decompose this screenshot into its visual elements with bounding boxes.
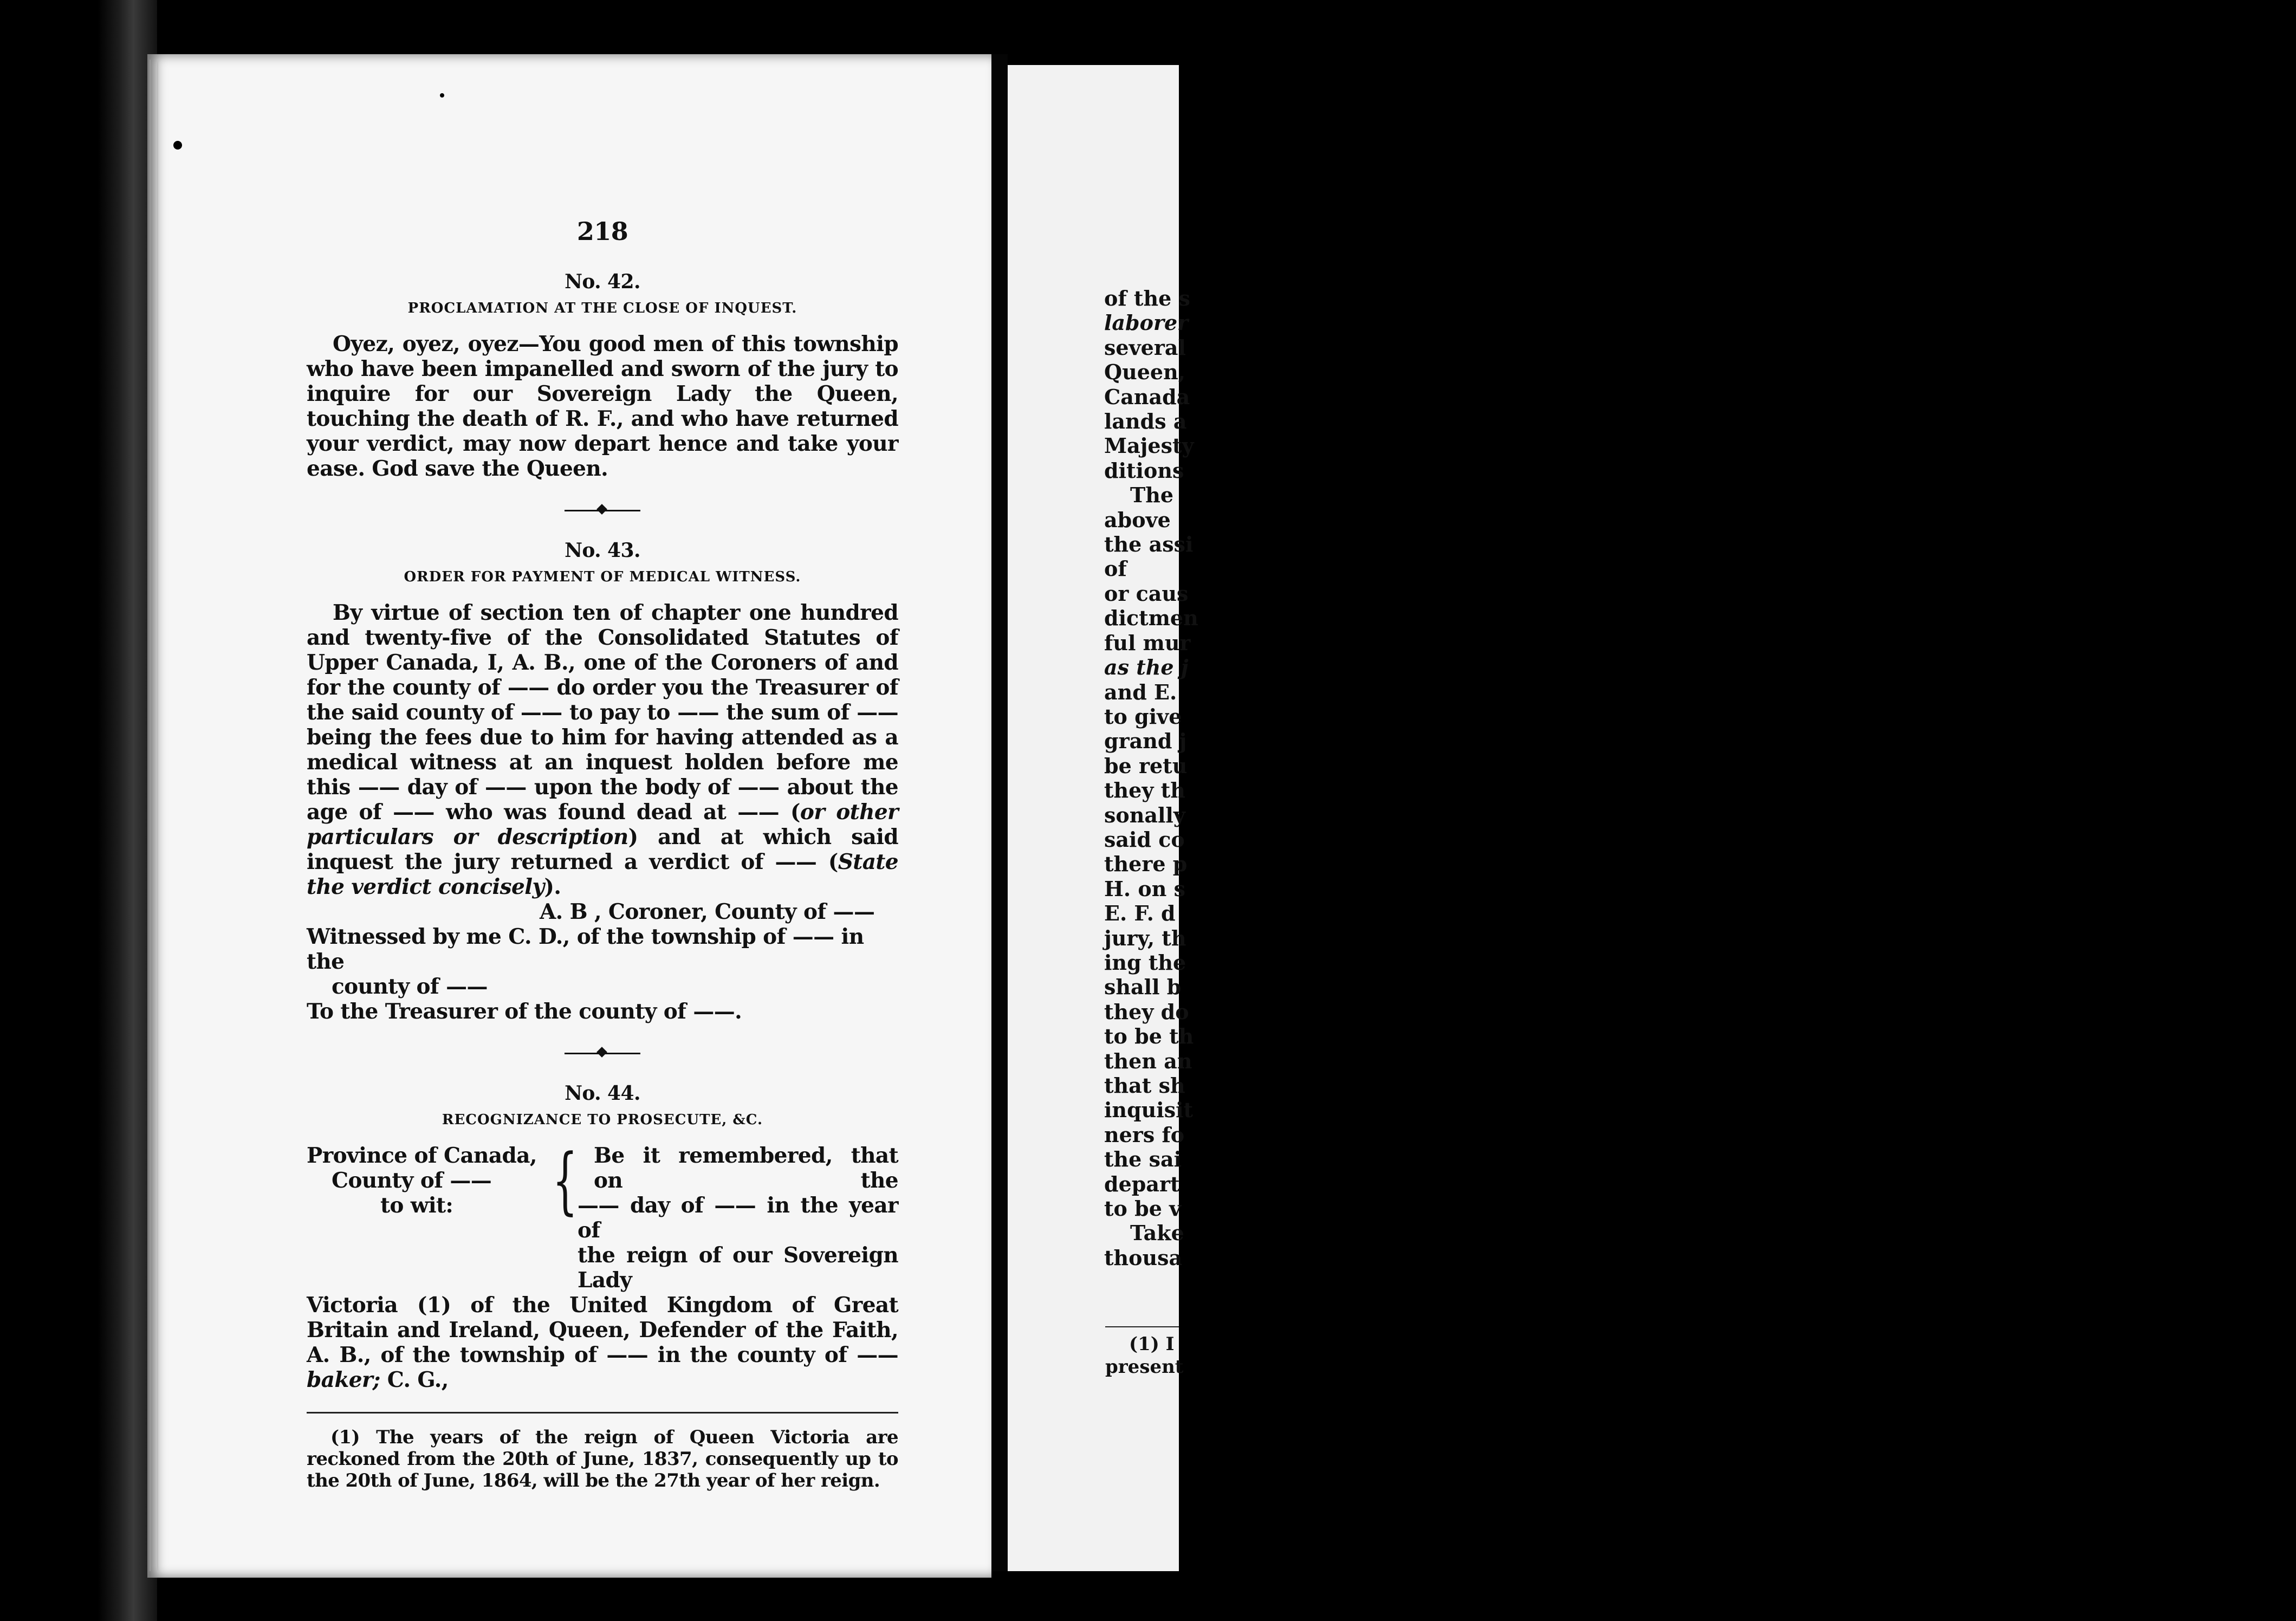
witness-block	[307, 924, 898, 999]
facing-line: they do	[1104, 999, 1189, 1024]
form-heading: RECOGNIZANCE TO PROSECUTE, &C.	[442, 1112, 763, 1128]
recognizance-text	[307, 1293, 898, 1392]
facing-line: jury, th	[1104, 925, 1186, 950]
coroner-signature: A. B , Coroner, County of ——	[540, 899, 875, 924]
speck	[173, 141, 182, 150]
facing-line: ditions	[1104, 458, 1184, 483]
venue-line: Province of Canada,	[307, 1143, 537, 1168]
facing-line: to give	[1104, 704, 1182, 729]
facing-line: and E.	[1104, 679, 1177, 704]
facing-line: be retu	[1104, 753, 1188, 778]
facing-line: lands a	[1104, 409, 1187, 434]
facing-line: Take	[1130, 1221, 1184, 1246]
order-text-italic: State the verdict concisely	[307, 850, 898, 899]
facing-line: or caus	[1104, 581, 1189, 606]
facing-line: The	[1130, 483, 1174, 508]
facing-line: dictmen	[1104, 606, 1198, 631]
page-number: 218	[576, 217, 628, 246]
recognizance-header	[307, 1138, 898, 1293]
order-text	[307, 600, 898, 899]
order-text-part: ) and at which said inquest the jury returned a verdict of —— (	[307, 825, 899, 874]
facing-line: ners fo	[1104, 1122, 1185, 1147]
brace-glyph: {	[552, 1138, 578, 1223]
gutter	[991, 54, 1008, 1571]
facing-line: of the s	[1104, 286, 1190, 310]
facing-page-text	[1104, 286, 2296, 1270]
facing-line: then an	[1104, 1048, 1192, 1073]
facing-line: ing the	[1104, 950, 1186, 975]
facing-line: Queen,	[1104, 360, 1185, 385]
recognizance-text-part: C. G.,	[380, 1367, 449, 1392]
order-text-part: By virtue of section ten of chapter one hundred and twenty-five of the Consolidated Statutes of Upper Canada, I, A. B., one of the Coroners of and for the county of —— do order you the Treasurer of the said county of —— to pay to —— the sum of —— being the fees due to him for having attended as a medical witness at an inquest holden before me this —— day of —— upon the body of —— about the age of —— who was found dead at —— (	[307, 600, 898, 825]
facing-line: sonally	[1104, 802, 1185, 827]
footnote: (1) The years of the reign of Queen Victoria are reckoned from the 20th of June, 1837, consequently up to the 20th of June, 1864, will be the 27th year of her reign.	[307, 1427, 898, 1492]
facing-line: depart	[1104, 1171, 1180, 1196]
witness-line: county of ——	[332, 974, 488, 999]
page-content	[307, 217, 898, 1492]
page-edge	[150, 60, 158, 1571]
facing-line: laborer	[1104, 310, 1189, 335]
form-number: No. 43.	[565, 539, 640, 562]
form-number: No. 44.	[565, 1082, 640, 1105]
facing-line: to be th	[1104, 1024, 1194, 1049]
facing-line: ful mur	[1104, 630, 1191, 655]
facing-line: to be v	[1104, 1196, 1182, 1221]
form-heading: ORDER FOR PAYMENT OF MEDICAL WITNESS.	[404, 569, 801, 585]
facing-line: above	[1104, 507, 1171, 532]
facing-line: inquisit	[1104, 1098, 1194, 1123]
venue-line: County of ——	[332, 1168, 492, 1193]
section-separator	[565, 1042, 640, 1064]
facing-line: grand j	[1104, 729, 1187, 754]
facing-line: Majesty	[1104, 433, 1194, 458]
facing-line: Canada	[1104, 384, 1190, 409]
section-separator	[565, 500, 640, 521]
order-text-part: ).	[544, 874, 561, 899]
facing-line: that sh	[1104, 1073, 1185, 1098]
recital-line: —— day of —— in the year of	[578, 1193, 898, 1243]
facing-line: as the j	[1104, 655, 1189, 680]
facing-footnote-line: present	[1105, 1356, 1184, 1378]
recognizance-text-italic: baker;	[307, 1367, 380, 1392]
facing-line: said co	[1104, 827, 1185, 852]
recital-line: the reign of our Sovereign Lady	[578, 1243, 898, 1293]
recital-block	[578, 1143, 898, 1293]
facing-line: thousa	[1104, 1245, 1183, 1270]
speck	[440, 93, 444, 98]
recognizance-text-part: Victoria (1) of the United Kingdom of Great Britain and Ireland, Queen, Defender of the Faith, A. B., of the township of —— in the county of ——	[307, 1293, 898, 1367]
form-number: No. 42.	[565, 270, 640, 293]
footnote-rule	[307, 1412, 898, 1413]
facing-footnote-rule	[1105, 1326, 1179, 1327]
facing-line: the sai	[1104, 1147, 1182, 1172]
facing-line: E. F. d	[1104, 901, 1176, 926]
facing-footnote-line: (1) I	[1129, 1333, 1175, 1355]
facing-line: H. on s	[1104, 876, 1185, 901]
witness-line: Witnessed by me C. D., of the township of —— in the	[307, 924, 864, 974]
recital-line: Be it remembered, that on the	[594, 1143, 898, 1193]
facing-line: there p	[1104, 852, 1188, 877]
proclamation-text: Oyez, oyez, oyez—You good men of this township who have been impanelled and sworn of the jury to inquire for our Sovereign Lady the Queen, touching the death of R. F., and who have returned your verdict, may now depart hence and take your ease. God save the Queen.	[307, 332, 898, 481]
order-text-italic: or other particulars or description	[307, 800, 899, 850]
facing-line: shall b	[1104, 975, 1182, 1000]
treasurer-line: To the Treasurer of the county of ——.	[307, 999, 742, 1024]
form-heading: PROCLAMATION AT THE CLOSE OF INQUEST.	[407, 300, 797, 316]
venue-block	[307, 1143, 545, 1293]
venue-line: to wit:	[380, 1193, 453, 1218]
facing-line: the assi	[1104, 532, 1194, 557]
facing-line: several	[1104, 335, 1186, 360]
facing-line: they th	[1104, 778, 1185, 803]
facing-footnote	[1105, 1333, 1322, 1378]
facing-line: of	[1104, 556, 1127, 581]
